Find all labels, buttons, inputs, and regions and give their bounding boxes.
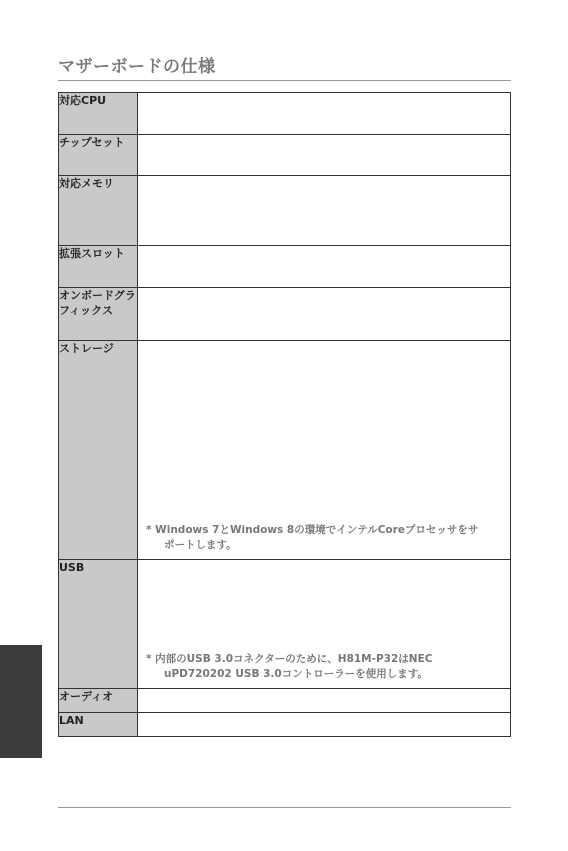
spec-label: チップセット [59,135,138,176]
spec-value [138,93,511,135]
spec-label: オンボードグラフィックス [59,288,138,341]
spec-value [138,246,511,288]
usb-footnote [146,652,502,682]
title-divider [58,80,511,81]
spec-label: オーディオ [59,689,138,713]
footnote-line: uPD720202 USB 3.0コントローラーを使用します。 [164,668,428,680]
spec-row-audio [59,689,511,713]
spec-value [138,341,511,560]
spec-value [138,689,511,713]
spec-label: LAN [59,713,138,737]
spec-label: ストレージ [59,341,138,560]
footnote-line: * 内部のUSB 3.0コネクターのために、H81M-P32はNEC [146,653,433,665]
spec-value [138,713,511,737]
spec-row-usb [59,560,511,689]
page-title: マザーボードの仕様 [58,57,216,77]
footnote-line: * Windows 7とWindows 8の環境でインテルCoreプロセッサをサ [146,524,479,536]
chapter-side-tab [0,645,42,758]
footnote-line: ポートします。 [164,539,237,551]
spec-label: 対応CPU [59,93,138,135]
spec-label: 対応メモリ [59,176,138,246]
spec-row-cpu [59,93,511,135]
spec-row-storage [59,341,511,560]
spec-value [138,135,511,176]
spec-label: 拡張スロット [59,246,138,288]
spec-row-chipset [59,135,511,176]
spec-value [138,288,511,341]
storage-footnote [146,523,502,553]
spec-row-expansion-slots [59,246,511,288]
spec-row-lan [59,713,511,737]
footer-divider [58,807,511,808]
spec-label: USB [59,560,138,689]
spec-row-memory [59,176,511,246]
spec-value [138,560,511,689]
spec-value [138,176,511,246]
spec-row-onboard-graphics [59,288,511,341]
spec-table [58,92,511,737]
